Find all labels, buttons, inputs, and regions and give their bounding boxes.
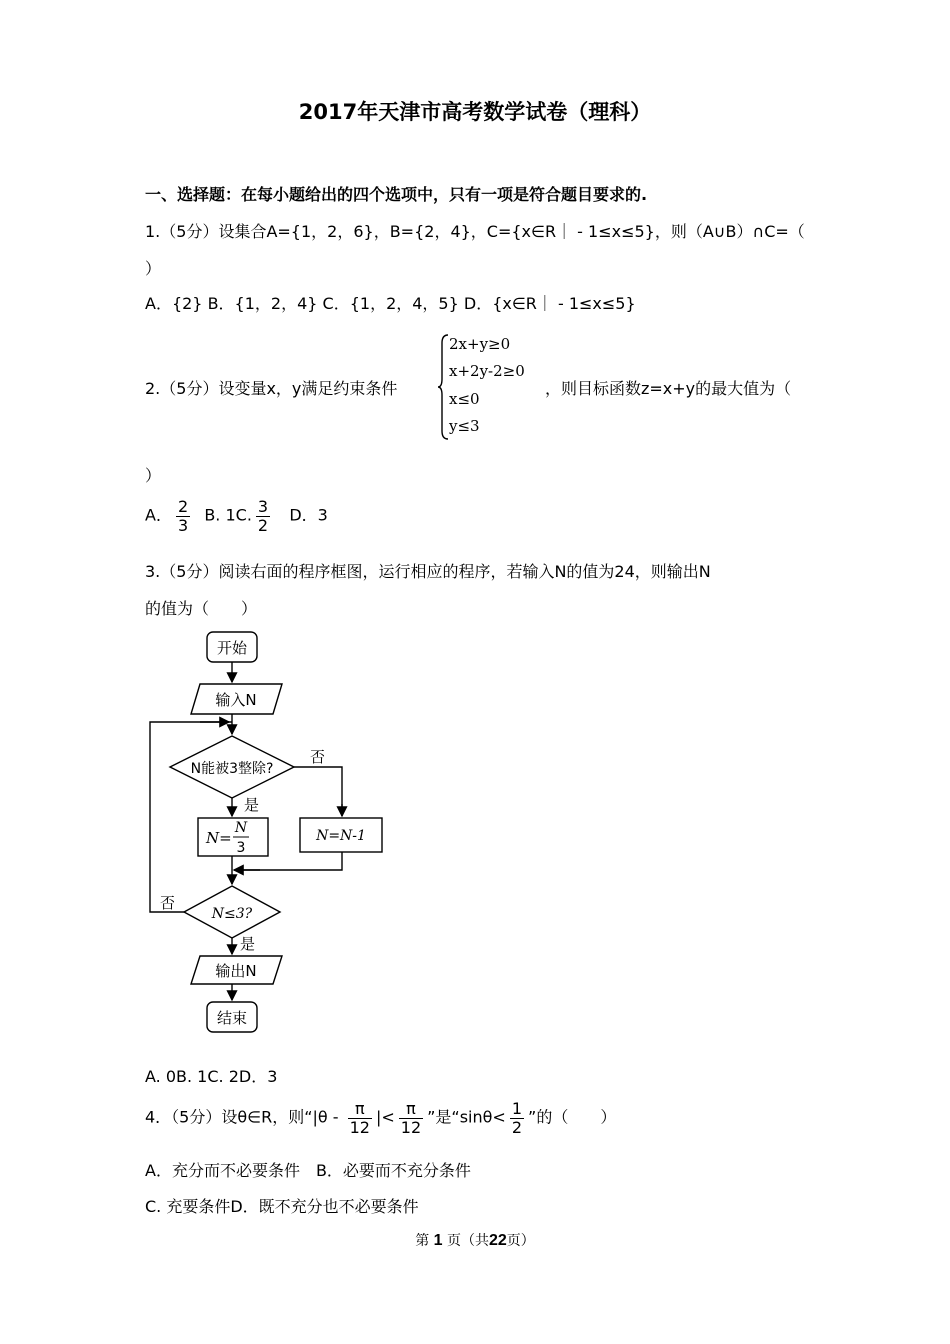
constraint-4: y≤3 [449, 417, 480, 435]
q2-option-a-fraction: $\frac{2}{3}$ [177, 497, 189, 535]
flowchart [140, 626, 400, 1042]
page-number: 1 [433, 1232, 443, 1249]
flow-input-label: 输入N [215, 691, 257, 709]
q2-option-bc-label: B. 1C. [204, 505, 252, 525]
q4-stem [145, 1100, 616, 1136]
q4-stem-mid: |< [375, 1107, 395, 1127]
q2-stem-pre: 2.（5分）设变量x，y满足约束条件 [145, 379, 398, 398]
flow-assign1-den: 3 [236, 840, 246, 856]
constraint-1: 2x+y≥0 [449, 335, 511, 353]
section-heading: 一、选择题：在每小题给出的四个选项中，只有一项是符合题目要求的. [145, 185, 648, 204]
q1-options: A．{2} B．{1，2，4} C．{1，2，4，5} D．{x∈R｜ - 1≤x≤5} [145, 294, 636, 313]
page-title: 2017年天津市高考数学试卷（理科） [298, 100, 652, 124]
q2-stem-post: ，则目标函数z=x+y的最大值为（ [545, 379, 792, 398]
q2-option-a-label: A． [145, 505, 172, 525]
flow-assign1-num: N [234, 820, 248, 836]
flow-start-label: 开始 [216, 639, 248, 657]
page-footer: 第 1 页（共22页） [415, 1232, 535, 1249]
flow-no-label-1: 否 [310, 748, 326, 766]
constraint-3: x≤0 [449, 390, 480, 408]
q3-options: A. 0B. 1C. 2D．3 [145, 1067, 278, 1086]
q4-stem-mid2: ”是“sinθ< [427, 1107, 506, 1127]
flow-output-label: 输出N [215, 962, 257, 980]
q1-stem-end: ） [145, 259, 162, 278]
q2-constraint-system [437, 333, 547, 441]
q1-stem: 1.（5分）设集合A={1，2，6}，B={2，4}，C={x∈R｜ - 1≤x≤5}，则（A∪B）∩C=（ [145, 222, 805, 241]
flow-yes-label-1: 是 [244, 796, 260, 814]
flow-cond1-label: N能被3整除? [190, 761, 274, 777]
q2-stem-end: ） [145, 466, 162, 485]
q3-stem: 3.（5分）阅读右面的程序框图，运行相应的程序，若输入N的值为24，则输出N [145, 562, 711, 581]
q4-fraction-pi-12-b: $\frac{\pi}{12}$ [400, 1099, 422, 1137]
flow-cond2-label: N≤3? [211, 906, 253, 922]
constraint-2: x+2y-2≥0 [449, 362, 525, 380]
flow-yes-label-2: 是 [240, 935, 256, 953]
page-total: 22 [489, 1232, 507, 1249]
q4-options-line2: C. 充要条件D．既不充分也不必要条件 [145, 1197, 419, 1216]
q4-stem-post: ”的（ ） [528, 1107, 617, 1127]
q4-stem-pre: 4．（5分）设θ∈R，则“|θ - [145, 1107, 344, 1127]
q2-options [145, 498, 328, 534]
flow-end-label: 结束 [216, 1009, 248, 1027]
q4-fraction-pi-12-a: $\frac{\pi}{12}$ [349, 1099, 370, 1137]
flow-assign1-lhs: N= [206, 829, 232, 847]
q4-fraction-half: $\frac{1}{2}$ [511, 1099, 523, 1137]
q2-option-c-fraction: $\frac{3}{2}$ [257, 497, 269, 535]
flow-no-label-2: 否 [160, 894, 176, 912]
q3-stem-end: 的值为（ ） [145, 599, 258, 618]
q4-options-line1: A．充分而不必要条件 B．必要而不充分条件 [145, 1161, 471, 1180]
flow-assign2-label: N=N-1 [316, 828, 366, 844]
q2-option-d-label: D．3 [289, 505, 328, 525]
